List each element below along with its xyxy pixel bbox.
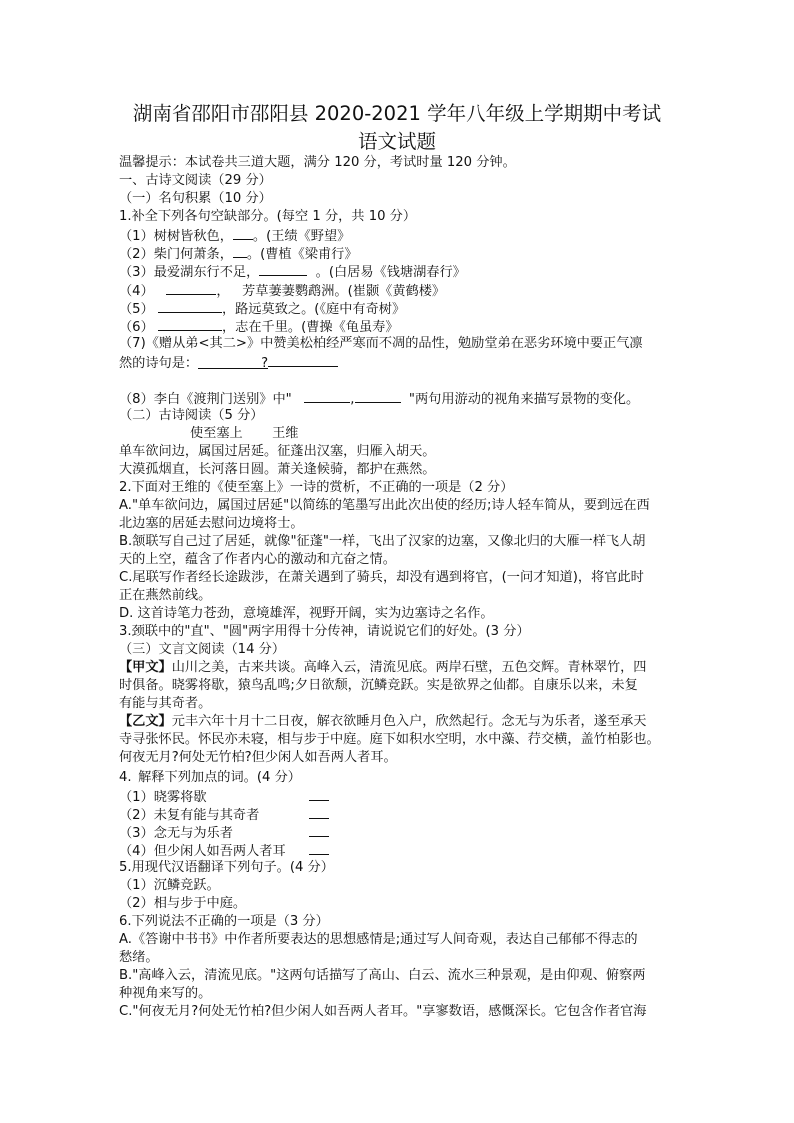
option-text: B."高峰入云，清流见底。"这两句话描写了高山、白云、流水三种景观，是由仰观、俯察两 <box>119 968 646 983</box>
translate-item: （1）沉鳞竞跃。 <box>119 878 220 893</box>
answer-blank[interactable] <box>166 280 216 295</box>
item-text: 。(曹植《梁甫行》 <box>246 247 358 262</box>
passage-line: 时俱备。晓雾将歇，猿鸟乱鸣;夕日欲颓，沉鳞竞跃。实是欲界之仙都。自康乐以来，未复 <box>119 678 638 693</box>
answer-blank[interactable] <box>198 354 268 369</box>
item-text: （1）晓雾将歇 <box>119 790 207 805</box>
item-text: （1）树树皆秋色， <box>119 229 233 244</box>
passage-label: 【甲文】 <box>119 660 172 675</box>
notice-line: 温馨提示：本试卷共三道大题，满分 120 分，考试时量 120 分钟。 <box>119 155 516 170</box>
item-text: , <box>350 392 355 407</box>
item-text: ，路远莫致之。(《庭中有奇树》 <box>221 302 406 317</box>
item-text: （2）柴门何萧条， <box>119 247 233 262</box>
question-text: 4. 解释下列加点的词。(4 分） <box>119 770 301 785</box>
option-text: 北边塞的居延去慰问边境将士。 <box>119 516 304 531</box>
poem-line: 大漠孤烟直，长河落日圆。萧关逢候骑，都护在燕然。 <box>119 462 436 477</box>
translate-item: （2）相与步于中庭。 <box>119 896 247 911</box>
exam-subtitle: 语文试题 <box>357 130 436 153</box>
answer-blank[interactable] <box>158 298 222 313</box>
item-text: （5） <box>119 302 154 317</box>
passage-line <box>119 658 647 677</box>
item-text: 然的诗句是： <box>119 356 199 371</box>
passage-text: 元丰六年十月十二日夜，解衣欲睡月色入户，欣然起行。念无与为乐者，遂至承天 <box>171 714 647 729</box>
question-text: 1.补全下列各句空缺部分。(每空 1 分，共 10 分） <box>119 209 417 224</box>
answer-blank[interactable] <box>268 352 338 367</box>
item-text: （4） <box>119 284 154 299</box>
question-text: （7)《赠从弟<其二>》中赞美松柏经严寒而不凋的品性，勉励堂弟在恶劣环境中要正气凛 <box>119 336 643 351</box>
answer-blank[interactable] <box>309 804 329 819</box>
answer-blank[interactable] <box>309 822 329 837</box>
passage-text: 山川之美，古来共谈。高峰入云，清流见底。两岸石壁，五色交辉。青林翠竹，四 <box>171 660 647 675</box>
item-text: ，志在千里。(曹操《龟虽寿》 <box>221 320 399 335</box>
passage-label: 【乙文】 <box>119 714 172 729</box>
option-text: C.尾联写作者经长途跋涉，在萧关遇到了骑兵，却没有遇到将官，(一问才知道)，将官此时 <box>119 570 644 585</box>
option-text: 天的上空，蕴含了作者内心的激动和亢奋之情。 <box>119 552 396 567</box>
item-text: "两句用游动的视角来描写景物的变化。 <box>408 392 640 407</box>
answer-blank[interactable] <box>233 225 253 240</box>
item-text: 。(王绩《野望》 <box>252 229 351 244</box>
item-text: 芳草萋萋鹦鹉洲。(崔颢《黄鹤楼》 <box>242 284 446 299</box>
option-text: 正在燕然前线。 <box>119 588 212 603</box>
blank-separator: ? <box>261 356 269 371</box>
subsection-heading: （一）名句积累（10 分） <box>119 191 272 206</box>
question-text: 3.颈联中的"直"、"圆"两字用得十分传神，请说说它们的好处。(3 分） <box>119 624 530 639</box>
poem-title-line <box>190 424 298 443</box>
option-text: D. 这首诗笔力苍劲，意境雄浑，视野开阔，实为边塞诗之名作。 <box>119 606 494 621</box>
option-text: A."单车欲问边，属国过居延"以简练的笔墨写出此次出使的经历;诗人轻车简从，要到远在西 <box>119 498 650 513</box>
item-text: （2）未复有能与其奇者 <box>119 808 260 823</box>
answer-blank[interactable] <box>309 786 329 801</box>
item-text: （4）但少闲人如吾两人者耳 <box>119 844 286 859</box>
passage-line: 何夜无月?何处无竹柏?但少闲人如吾两人者耳。 <box>119 750 397 765</box>
exam-title: 湖南省邵阳市邵阳县 2020-2021 学年八年级上学期期中考试 <box>132 102 662 125</box>
question-text: 6.下列说法不正确的一项是（3 分） <box>119 914 329 929</box>
answer-blank[interactable] <box>304 388 350 403</box>
item-text: 。(白居易《钱塘湖春行》 <box>315 265 466 280</box>
answer-blank[interactable] <box>355 388 401 403</box>
section-heading: 一、古诗文阅读（29 分） <box>119 173 272 188</box>
subsection-heading: （三）文言文阅读（14 分） <box>119 642 286 657</box>
passage-line: 有能与其奇者。 <box>119 696 212 711</box>
passage-line: 寺寻张怀民。怀民亦未寝，相与步于中庭。庭下如积水空明，水中藻、荇交横，盖竹柏影也。 <box>119 732 660 747</box>
item-text: （8）李白《渡荆门送别》中" <box>119 392 292 407</box>
answer-blank[interactable] <box>259 261 307 276</box>
item-text: （3）念无与为乐者 <box>119 826 233 841</box>
item-text: （6） <box>119 320 154 335</box>
poem-line: 单车欲问边，属国过居延。征蓬出汉塞，归雁入胡天。 <box>119 444 436 459</box>
answer-blank[interactable] <box>309 840 329 855</box>
poem-author: 王维 <box>272 426 299 441</box>
passage-line <box>119 712 647 731</box>
option-text: 愁绪。 <box>119 950 159 965</box>
option-text: 种视角来写的。 <box>119 986 212 1001</box>
answer-blank[interactable] <box>158 316 222 331</box>
subsection-heading: （二）古诗阅读（5 分） <box>119 408 264 423</box>
option-text: A.《答谢中书书》中作者所要表达的思想感情是;通过写人间奇观，表达自己郁郁不得志的 <box>119 932 638 947</box>
item-text: ， <box>216 284 230 299</box>
question-text: 5.用现代汉语翻译下列句子。(4 分） <box>119 860 334 875</box>
option-text: C."何夜无月?何处无竹柏?但少闲人如吾两人者耳。"享寥数语，感慨深长。它包含作者官海 <box>119 1004 647 1019</box>
question-text: 2.下面对王维的《使至塞上》一诗的赏析，不正确的一项是（2 分） <box>119 480 514 495</box>
fill-blank-item <box>119 352 338 373</box>
fill-blank-item <box>119 261 466 282</box>
option-text: B.颔联写自己过了居延，就像"征蓬"一样，飞出了汉家的边塞，又像北归的大雁一样飞人胡 <box>119 534 646 549</box>
poem-title: 使至塞上 <box>190 426 243 441</box>
item-text: （3）最爱湖东行不足， <box>119 265 260 280</box>
answer-blank[interactable] <box>233 243 247 258</box>
